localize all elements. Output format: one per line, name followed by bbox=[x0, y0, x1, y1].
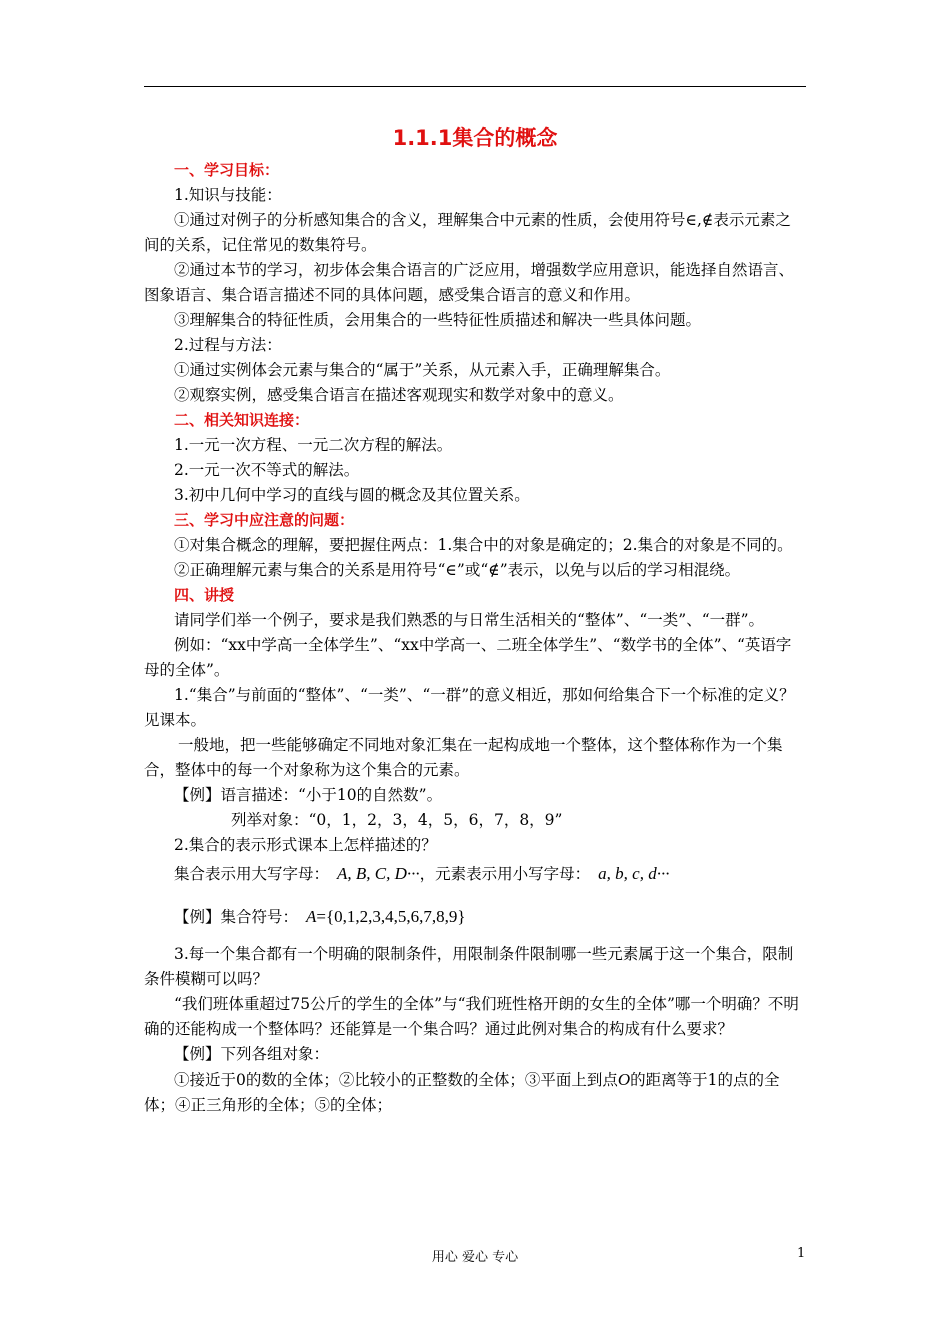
paragraph: 例如：“xx中学高一全体学生”、“xx中学高一、二班全体学生”、“数学书的全体”、“英语字母的全体”。 bbox=[144, 636, 792, 679]
section-heading-4: 四、讲授 bbox=[174, 586, 235, 604]
paragraph: ①通过实例体会元素与集合的“属于”关系，从元素入手，正确理解集合。 bbox=[174, 361, 671, 379]
paragraph: 2.集合的表示形式课本上怎样描述的？ bbox=[174, 836, 437, 854]
paragraph: 3.每一个集合都有一个明确的限制条件，用限制条件限制哪一些元素属于这一个集合，限制条件模糊可以吗？ bbox=[144, 945, 794, 988]
paragraph: “我们班体重超过75公斤的学生的全体”与“我们班性格开朗的女生的全体”哪一个明确？不明确的还能构成一个整体吗？还能算是一个集合吗？通过此例对集合的构成有什么要求？ bbox=[144, 995, 799, 1038]
paragraph: ②通过本节的学习，初步体会集合语言的广泛应用，增强数学应用意识，能选择自然语言、图象语言、集合语言描述不同的具体问题，感受集合语言的意义和作用。 bbox=[144, 261, 795, 304]
section-heading-3: 三、学习中应注意的问题： bbox=[174, 511, 355, 529]
text: ，元素表示用小写字母： bbox=[419, 865, 591, 883]
document-body bbox=[144, 118, 806, 1118]
paragraph: 一般地，把一些能够确定不同地对象汇集在一起构成地一个整体，这个整体称作为一个集合，整体中的每一个对象称为这个集合的元素。 bbox=[144, 736, 783, 779]
paragraph bbox=[144, 1067, 806, 1118]
section-heading-1: 一、学习目标： bbox=[174, 161, 280, 179]
paragraph: ②正确理解元素与集合的关系是用符号“∈”或“∉”表示，以免与以后的学习相混绕。 bbox=[174, 561, 741, 579]
paragraph: 2.一元一次不等式的解法。 bbox=[174, 461, 360, 479]
set-notation-line bbox=[144, 858, 806, 898]
example-line: 【例】下列各组对象： bbox=[174, 1045, 330, 1063]
text: 【例】集合符号： bbox=[174, 908, 299, 926]
paragraph: 2.过程与方法： bbox=[174, 336, 282, 354]
math-lowercase-letters: a, b, c, d··· bbox=[598, 864, 670, 883]
header-rule bbox=[144, 86, 806, 87]
example-line: 列举对象：“0，1，2，3，4，5，6，7，8，9” bbox=[231, 811, 563, 829]
math-set-elements: ={0,1,2,3,4,5,6,7,8,9} bbox=[316, 907, 466, 926]
paragraph: 请同学们举一个例子，要求是我们熟悉的与日常生活相关的“整体”、“一类”、“一群”。 bbox=[174, 611, 765, 629]
paragraph: ③理解集合的特征性质，会用集合的一些特征性质描述和解决一些具体问题。 bbox=[174, 311, 702, 329]
set-symbol-line bbox=[144, 898, 806, 942]
paragraph: ①通过对例子的分析感知集合的含义，理解集合中元素的性质，会使用符号∈,∉表示元素之间的关系，记住常见的数集符号。 bbox=[144, 211, 791, 254]
page-number: 1 bbox=[797, 1246, 806, 1261]
paragraph: ②观察实例，感受集合语言在描述客观现实和数学对象中的意义。 bbox=[174, 386, 624, 404]
footer-slogan: 用心 爱心 专心 bbox=[431, 1250, 519, 1265]
document-title: 1.1.1集合的概念 bbox=[392, 126, 558, 150]
math-uppercase-letters: A, B, C, D··· bbox=[337, 864, 420, 883]
paragraph: 3.初中几何中学习的直线与圆的概念及其位置关系。 bbox=[174, 486, 530, 504]
text: 集合表示用大写字母： bbox=[174, 865, 330, 883]
text: 的距离等于1的点的全体；④正三角形的全体；⑤的全体； bbox=[144, 1071, 780, 1114]
section-heading-2: 二、相关知识连接： bbox=[174, 411, 310, 429]
example-line: 【例】语言描述：“小于10的自然数”。 bbox=[174, 786, 443, 804]
paragraph: 1.知识与技能： bbox=[174, 186, 282, 204]
paragraph: 1.一元一次方程、一元二次方程的解法。 bbox=[174, 436, 453, 454]
math-set-name: A bbox=[306, 907, 317, 926]
paragraph: ①对集合概念的理解，要把握住两点：1.集合中的对象是确定的；2.集合的对象是不同的。 bbox=[174, 536, 793, 554]
paragraph: 1.“集合”与前面的“整体”、“一类”、“一群”的意义相近，那如何给集合下一个标准的定义？见课本。 bbox=[144, 686, 795, 729]
text: ①接近于0的数的全体；②比较小的正整数的全体；③平面上到点 bbox=[174, 1071, 618, 1089]
math-point-o: O bbox=[617, 1070, 631, 1089]
